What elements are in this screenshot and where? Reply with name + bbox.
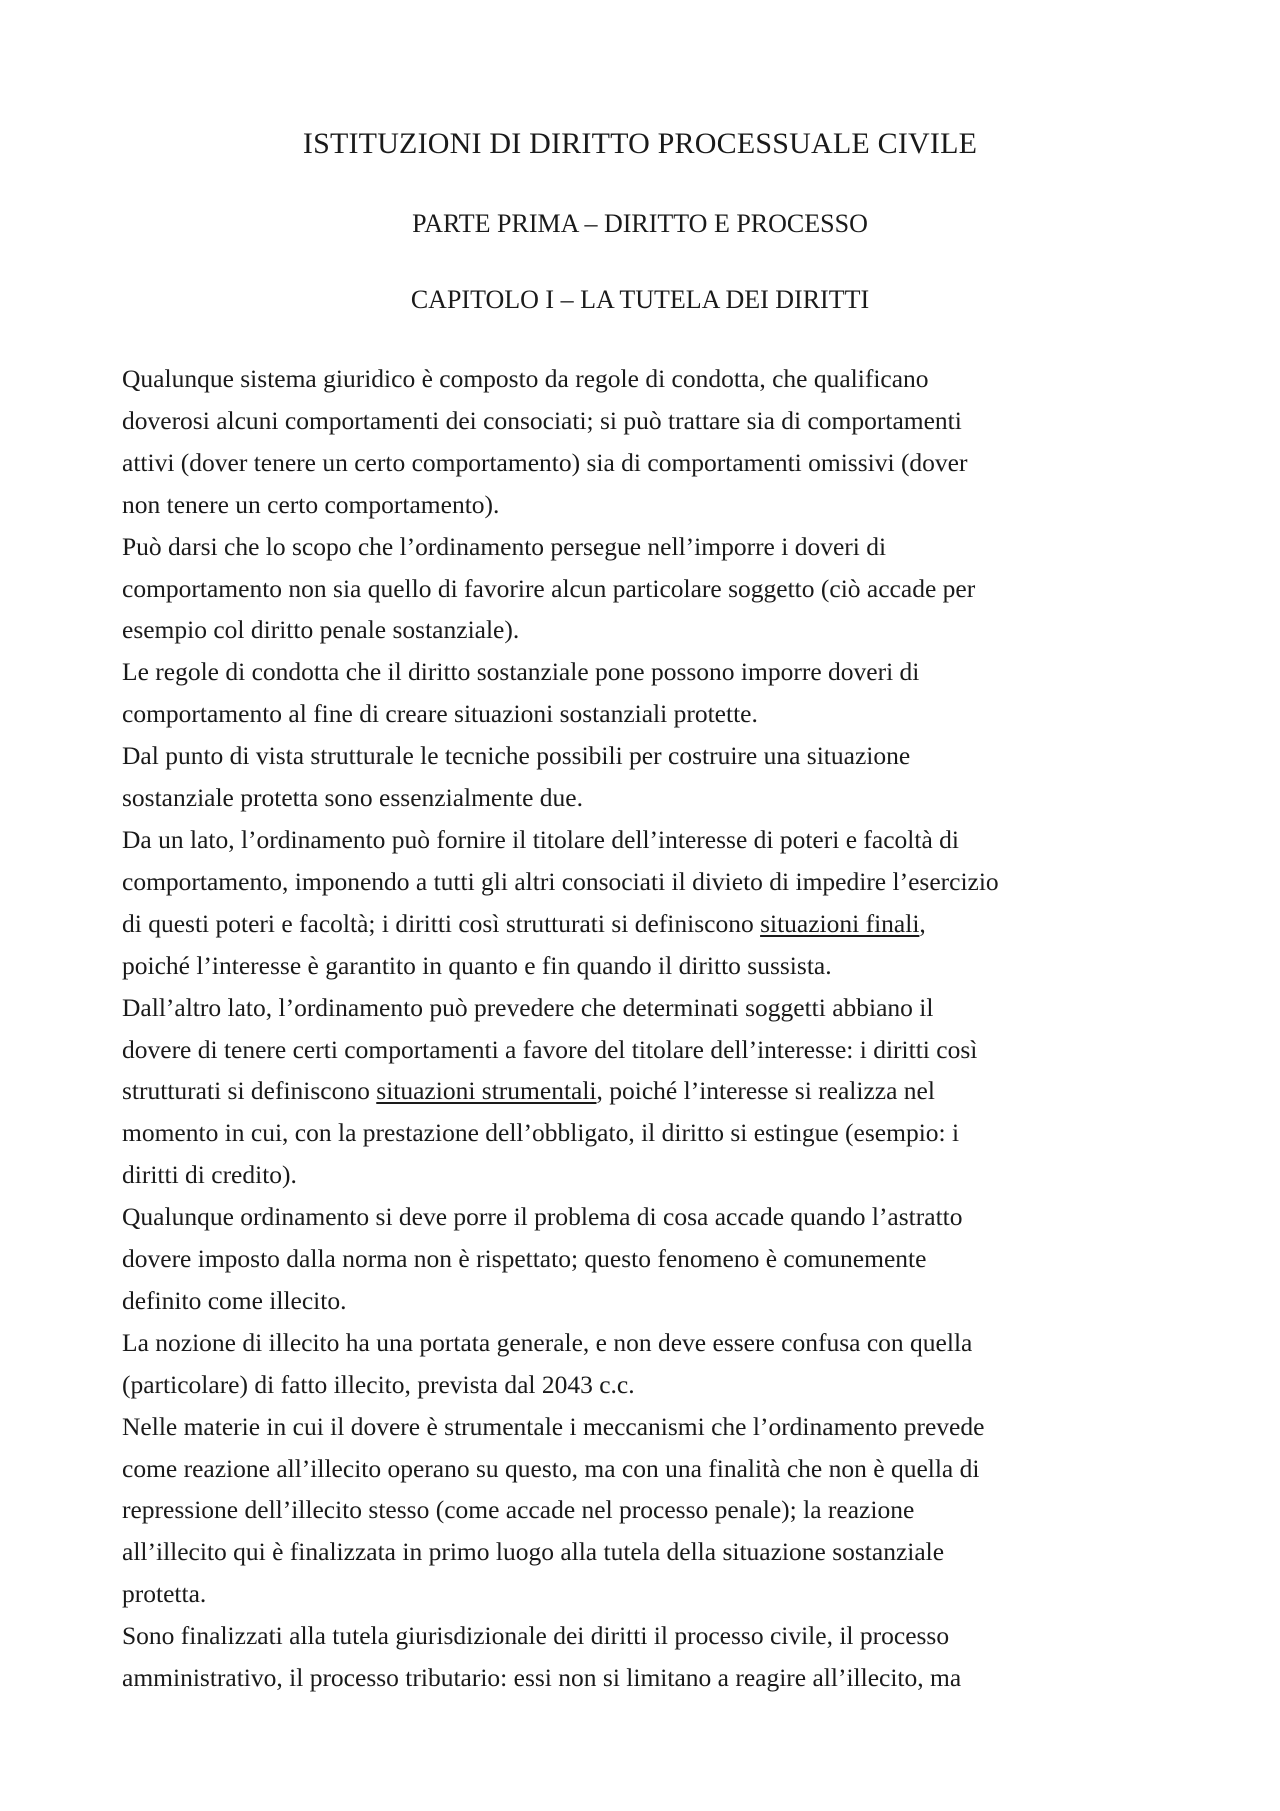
text-line [122,1238,1168,1280]
text-line [122,735,1168,777]
text-line [122,777,1168,819]
text-line [122,1657,1168,1699]
text-segment: (particolare) di fatto illecito, prevista dal 2043 c.c. [122,1369,635,1399]
text-line [122,1322,1168,1364]
text-segment: comportamento al fine di creare situazioni sostanziali protette. [122,699,758,729]
text-segment: La nozione di illecito ha una portata generale, e non deve essere confusa con quella [122,1327,973,1357]
text-line [122,1112,1168,1154]
text-segment: all’illecito qui è finalizzata in primo luogo alla tutela della situazione sostanziale [122,1537,945,1567]
text-line [122,484,1168,526]
text-segment: comportamento, imponendo a tutti gli altri consociati il divieto di impedire l’esercizio [122,866,999,896]
text-segment: diritti di credito). [122,1160,297,1190]
text-line [122,693,1168,735]
text-segment: , [919,908,926,938]
text-segment: , poiché l’interesse si realizza nel [596,1076,935,1106]
text-segment: esempio col diritto penale sostanziale). [122,615,520,645]
text-segment: Le regole di condotta che il diritto sostanziale pone possono imporre doveri di [122,657,920,687]
text-segment: Da un lato, l’ordinamento può fornire il titolare dell’interesse di poteri e facoltà di [122,824,959,854]
underlined-term: situazioni finali [760,908,920,938]
text-line [122,442,1168,484]
text-line [122,568,1168,610]
text-line [122,1029,1168,1071]
text-line [122,1070,1168,1112]
text-segment: Può darsi che lo scopo che l’ordinamento persegue nell’imporre i doveri di [122,531,887,561]
text-segment: Qualunque ordinamento si deve porre il problema di cosa accade quando l’astratto [122,1202,963,1232]
text-line [122,1489,1168,1531]
text-line [122,1531,1168,1573]
text-line [122,945,1168,987]
text-line [122,1196,1168,1238]
text-segment: Dall’altro lato, l’ordinamento può prevedere che determinati soggetti abbiano il [122,992,934,1022]
text-line [122,1364,1168,1406]
text-line [122,987,1168,1029]
text-line [122,358,1168,400]
text-segment: Dal punto di vista strutturale le tecniche possibili per costruire una situazione [122,741,911,771]
text-segment: Sono finalizzati alla tutela giurisdizionale dei diritti il processo civile, il processo [122,1621,950,1651]
text-segment: attivi (dover tenere un certo comportamento) sia di comportamenti omissivi (dover [122,447,968,477]
text-line [122,1448,1168,1490]
text-line [122,400,1168,442]
text-segment: momento in cui, con la prestazione dell’obbligato, il diritto si estingue (esempio: i [122,1118,960,1148]
chapter-heading: CAPITOLO I – LA TUTELA DEI DIRITTI [410,285,870,314]
document-title: ISTITUZIONI DI DIRITTO PROCESSUALE CIVILE [302,127,978,160]
underlined-term: situazioni strumentali [376,1076,597,1106]
text-line [122,1406,1168,1448]
text-segment: non tenere un certo comportamento). [122,489,500,519]
text-segment: repressione dell’illecito stesso (come accade nel processo penale); la reazione [122,1495,915,1525]
text-line [122,1573,1168,1615]
text-segment: strutturati si definiscono [122,1076,377,1106]
body-text [122,358,1168,1699]
text-line [122,526,1168,568]
text-line [122,1154,1168,1196]
text-line [122,861,1168,903]
text-line [122,819,1168,861]
text-segment: amministrativo, il processo tributario: essi non si limitano a reagire all’illecito, ma [122,1663,962,1693]
text-segment: comportamento non sia quello di favorire alcun particolare soggetto (ciò accade per [122,573,976,603]
text-line [122,1280,1168,1322]
text-segment: di questi poteri e facoltà; i diritti così strutturati si definiscono [122,908,761,938]
text-segment: dovere di tenere certi comportamenti a favore del titolare dell’interesse: i diritti così [122,1034,978,1064]
text-segment: Nelle materie in cui il dovere è strumentale i meccanismi che l’ordinamento prevede [122,1411,985,1441]
text-line [122,609,1168,651]
text-segment: doverosi alcuni comportamenti dei consociati; si può trattare sia di comportamenti [122,405,962,435]
text-segment: protetta. [122,1579,207,1609]
text-segment: sostanziale protetta sono essenzialmente due. [122,783,583,813]
text-line [122,903,1168,945]
text-line [122,651,1168,693]
text-line [122,1615,1168,1657]
text-segment: poiché l’interesse è garantito in quanto e fin quando il diritto sussista. [122,950,832,980]
text-segment: definito come illecito. [122,1285,347,1315]
text-segment: come reazione all’illecito operano su questo, ma con una finalità che non è quella di [122,1453,980,1483]
text-segment: dovere imposto dalla norma non è rispettato; questo fenomeno è comunemente [122,1244,927,1274]
part-heading: PARTE PRIMA – DIRITTO E PROCESSO [412,209,868,238]
text-segment: Qualunque sistema giuridico è composto da regole di condotta, che qualificano [122,364,929,393]
